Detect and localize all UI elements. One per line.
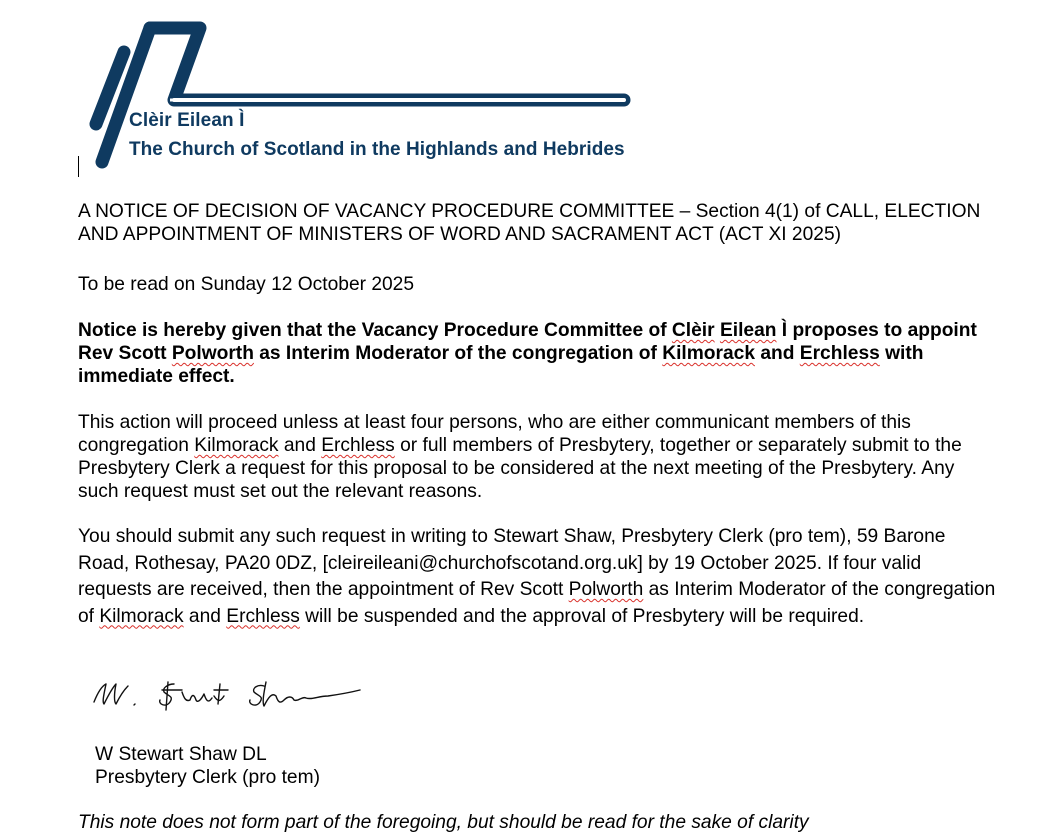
action-paragraph: This action will proceed unless at least four persons, who are either communicant members of this congregation Kilmorack and Erchless or full members of Presbytery, together or separately submit to the Presbytery Clerk a request for this proposal to be considered at the next meeting of the Presbytery. Any such request must set out the relevant reasons. [78,412,962,502]
spellcheck-word: Eilean [719,320,777,341]
spellcheck-word: Kilmorack [99,605,184,627]
spellcheck-word: Kilmorack [194,435,279,456]
text-cursor [78,156,79,177]
spellcheck-word: Clèir [671,320,715,341]
signer-title: Presbytery Clerk (pro tem) [95,767,320,788]
signature-icon [88,672,378,722]
clarity-note: This note does not form part of the foregoing, but should be read for the sake of clarity [78,812,809,833]
logo-name: Clèir Eilean Ì [129,110,245,131]
logo-subtitle: The Church of Scotland in the Highlands and Hebrides [129,139,625,160]
spellcheck-word: Polworth [171,343,254,364]
handwritten-signature [88,672,378,722]
submit-paragraph: You should submit any such request in writing to Stewart Shaw, Presbytery Clerk (pro tem), 59 Barone Road, Rothesay, PA20 0DZ, [cleireileani@churchofscotand.org.uk] by 19 October 2025. If four valid requests are received, then the appointment of Rev Scott Polworth as Interim Moderator of the congregation of Kilmorack and Erchless will be suspended and the approval of Presbytery will be required. [78,526,996,627]
spellcheck-word: Kilmorack [662,343,755,364]
notice-heading: A NOTICE OF DECISION OF VACANCY PROCEDURE COMMITTEE – Section 4(1) of CALL, ELECTION AND APPOINTMENT OF MINISTERS OF WORD AND SACRAMENT ACT (ACT XI 2025) [78,201,981,245]
spellcheck-word: Erchless [799,343,880,364]
spellcheck-word: Erchless [226,605,300,627]
signer-block [95,743,320,789]
church-logo [78,20,638,172]
spellcheck-word: Polworth [568,579,644,600]
spellcheck-word: Erchless [321,435,395,456]
read-date: To be read on Sunday 12 October 2025 [78,274,415,295]
notice-paragraph: Notice is hereby given that the Vacancy Procedure Committee of Clèir Eilean Ì proposes to appoint Rev Scott Polworth as Interim Moderator of the congregation of Kilmorack and Erchless with immediate effect. [78,320,977,387]
signer-name: W Stewart Shaw DL [95,744,267,765]
